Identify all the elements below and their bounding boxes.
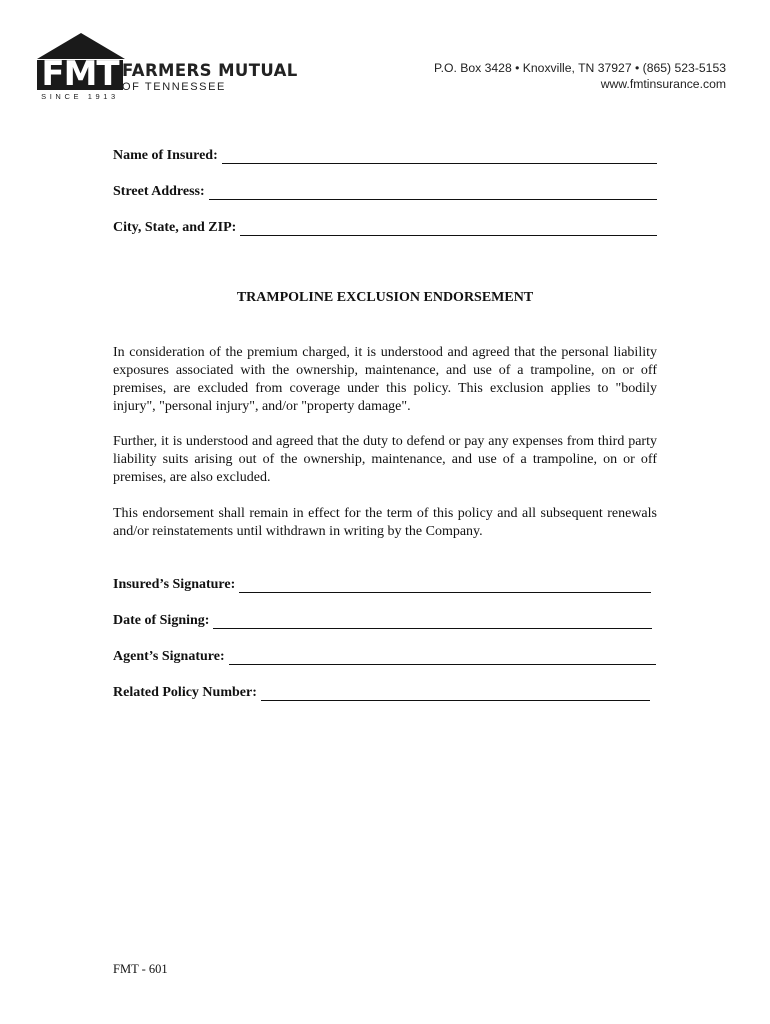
street-address-input[interactable] [209, 186, 657, 200]
insured-signature-input[interactable] [239, 579, 651, 593]
related-policy-number-input[interactable] [261, 687, 650, 701]
endorsement-title: TRAMPOLINE EXCLUSION ENDORSEMENT [236, 290, 534, 305]
website-link[interactable]: www.fmtinsurance.com [600, 77, 726, 91]
date-of-signing-label: Date of Signing: [113, 613, 210, 628]
contact-info [434, 60, 726, 92]
paragraph-duty-to-defend: Further, it is understood and agreed that the duty to defend or pay any expenses from third party liability suits arising out of the ownership, maintenance, and use of a trampoline, on or off premises, are also excluded. [113, 434, 657, 485]
related-policy-number-field [113, 685, 650, 701]
company-logo [33, 33, 333, 103]
street-address-label: Street Address: [113, 184, 205, 199]
postal-address: P.O. Box 3428 • Knoxville, TN 37927 • (865) 523-5153 [434, 61, 726, 75]
date-of-signing-input[interactable] [213, 615, 652, 629]
name-of-insured-label: Name of Insured: [113, 148, 218, 163]
city-state-zip-field [113, 220, 657, 236]
name-of-insured-input[interactable] [222, 150, 657, 164]
street-address-field [113, 184, 657, 200]
company-name: FARMERS MUTUAL [122, 61, 298, 80]
insured-signature-field [113, 577, 651, 593]
paragraph-term: This endorsement shall remain in effect for the term of this policy and all subsequent renewals and/or reinstatements until withdrawn in writing by the Company. [113, 506, 657, 539]
logo-abbreviation: FMT [41, 54, 119, 94]
logo-since: SINCE 1913 [41, 92, 119, 101]
paragraph-consideration: In consideration of the premium charged, it is understood and agreed that the personal liability exposures associated with the ownership, maintenance, and use of a trampoline, on or off premises, are excluded from coverage under this policy. This exclusion applies to "bodily injury", "personal injury", and/or "property damage". [113, 345, 657, 414]
date-of-signing-field [113, 613, 652, 629]
related-policy-number-label: Related Policy Number: [113, 685, 257, 700]
insured-signature-label: Insured’s Signature: [113, 577, 236, 592]
city-state-zip-input[interactable] [240, 222, 657, 236]
agent-signature-field [113, 649, 656, 665]
name-of-insured-field [113, 148, 657, 164]
agent-signature-label: Agent’s Signature: [113, 649, 225, 664]
form-number: FMT - 601 [113, 962, 168, 976]
city-state-zip-label: City, State, and ZIP: [113, 220, 237, 235]
agent-signature-input[interactable] [229, 651, 656, 665]
company-state: OF TENNESSEE [122, 81, 226, 93]
